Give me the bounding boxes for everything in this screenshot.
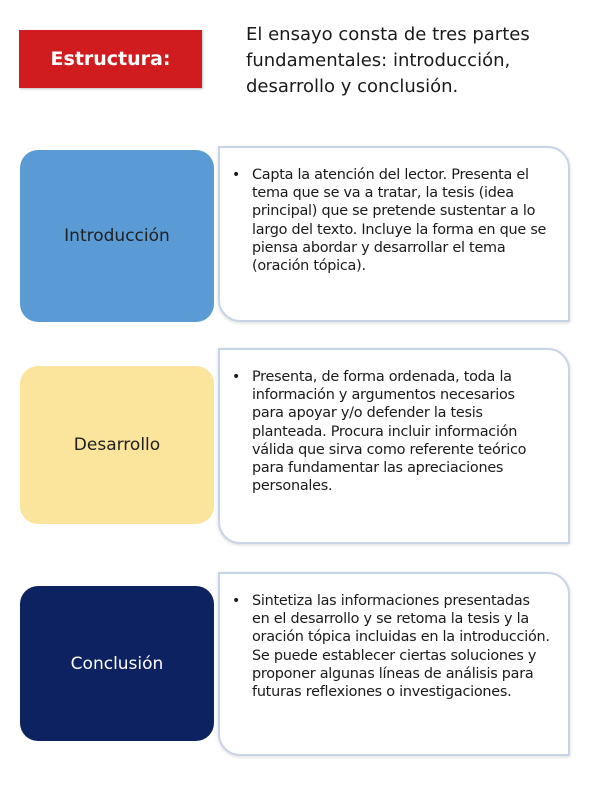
structure-title-box	[19, 30, 202, 88]
bullet-icon: •	[232, 369, 241, 385]
section-card-introduction	[218, 146, 570, 322]
section-item-development	[232, 368, 550, 495]
section-card-conclusion	[218, 572, 570, 756]
section-label-conclusion: Conclusión	[70, 653, 164, 674]
section-label-development: Desarrollo	[73, 435, 161, 455]
section-text-conclusion: Sintetiza las informaciones presentadas en el desarrollo y se retoma la tesis y la oración tópica incluidas en la introducción. Se puede establecer ciertas soluciones y proponer algunas líneas de análisis para futuras reflexiones o investigaciones.	[252, 593, 550, 701]
section-text-development: Presenta, de forma ordenada, toda la información y argumentos necesarios para apoyar y/o defender la tesis planteada. Procura incluir información válida que sirva como referente teórico para fundamentar las apreciaciones personales.	[252, 369, 527, 495]
section-label-box-development	[20, 366, 214, 524]
section-item-introduction	[232, 166, 550, 275]
bullet-icon: •	[232, 167, 241, 183]
section-label-box-conclusion	[20, 586, 214, 741]
section-card-development	[218, 348, 570, 544]
essay-description: El ensayo consta de tres partes fundamentales: introducción, desarrollo y conclusión.	[246, 24, 530, 97]
section-label-box-introduction	[20, 150, 214, 322]
bullet-icon: •	[232, 593, 241, 609]
structure-title: Estructura:	[50, 48, 171, 70]
section-item-conclusion	[232, 592, 550, 701]
section-label-introduction: Introducción	[64, 226, 170, 246]
section-text-introduction: Capta la atención del lector. Presenta el tema que se va a tratar, la tesis (idea principal) que se pretende sustentar a lo largo del texto. Incluye la forma en que se piensa abordar y desarrollar el tema (oración tópica).	[252, 167, 547, 275]
